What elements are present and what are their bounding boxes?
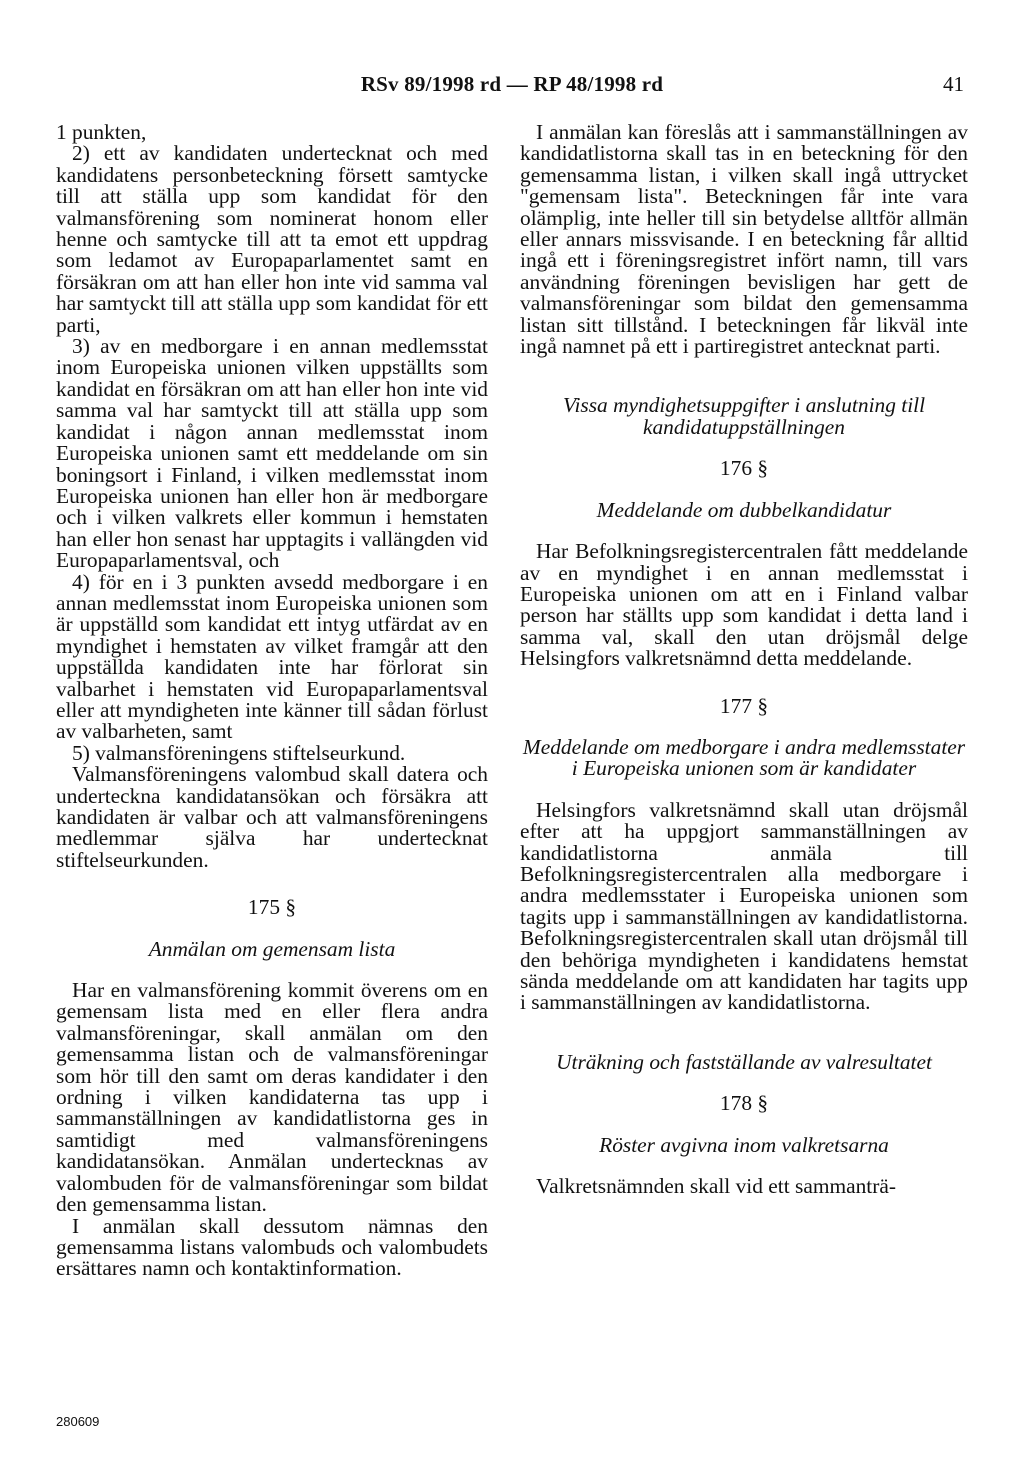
section-title: Röster avgivna inom valkretsarna [599, 1132, 889, 1157]
paragraph: 2) ett av kandidaten undertecknat och med kandidatens personbeteckning försett samtycke till att ställa upp som kandidat för den valmansförening som nominerat honom eller henne och samtycke till att ta emot ett uppdrag som ledamot av Europaparlamentet samt en försäkran om att han eller hon inte vid samma val har samtyckt till att ställa upp som kandidat för ett parti, [56, 141, 488, 337]
paragraph: Har en valmansförening kommit överens om en gemensam lista med en eller flera andra valmansföreningar, skall anmälan om den gemensamma listan och de valmansföreningar som hör till den samt om deras kandidater i den ordning i vilken kandidaterna tas upp i sammanställningen av kandidatlistorna ges in samtidigt med valmansföreningens kandidatansökan. Anmälan undertecknas av valombuden för de valmansföreningar som bildat den gemensamma listan. [56, 978, 488, 1217]
paragraph: 5) valmansföreningens stiftelseurkund. [72, 740, 406, 765]
section-number: 176 § [719, 456, 769, 481]
section-number: 175 § [247, 895, 297, 920]
paragraph: 1 punkten, [56, 120, 147, 144]
paragraph: I anmälan kan föreslås att i sammanställningen av kandidatlistorna skall tas in en beteckning för den gemensamma listan, i vilken skall ingå uttrycket "gemensam lista". Beteckningen får inte vara olämplig, inte heller till sin betydelse alltför allmän eller annars missvisande. I en beteckning får alltid ingå ett i föreningsregistret infört namn, till vars användning föreningen bevisligen har gett de valmansföreningar som bildat den gemensamma listan sitt tillstånd. I beteckningen får likväl inte ingå namnet på ett i partiregistret antecknat parti. [520, 120, 968, 359]
paragraph: Har Befolkningsregistercentralen fått meddelande av en myndighet i en annan medlemsstat i Europeiska unionen om att en i Finland valbar person har ställts upp som kandidat i detta land i samma val, skall den utan dröjsmål delge Helsingfors valkretsnämnd detta meddelande. [520, 539, 968, 671]
paragraph: 4) för en i 3 punkten avsedd medborgare i en annan medlemsstat inom Europeiska unionen som är uppställd som kandidat ett intyg utfärdat av en myndighet i hemstaten av vilket framgår att den uppställda kandidaten inte har förlorat sin valbarhet i hemstaten vid Europaparlamentsval eller att myndigheten inte känner till sådan förlust av valbarheten, samt [56, 569, 488, 744]
section-number: 177 § [719, 693, 769, 718]
section-number: 178 § [719, 1091, 769, 1116]
chapter-heading: Vissa myndighetsuppgifter i anslutning till kandidatuppställningen [562, 393, 926, 439]
left-column [56, 122, 488, 1280]
paragraph: Valmansföreningens valombud skall datera och underteckna kandidatansökan och försäkra att kandidaten är valbar och att valmansföreningens medlemmar själva har undertecknat stiftelseurkunden. [56, 762, 488, 872]
right-column [520, 122, 968, 1197]
section-title: Meddelande om dubbelkandidatur [596, 497, 892, 522]
section-title: Anmälan om gemensam lista [148, 936, 396, 961]
running-head: RSv 89/1998 rd — RP 48/1998 rd [360, 72, 664, 96]
paragraph: Helsingfors valkretsnämnd skall utan dröjsmål efter att ha uppgjort sammanställningen av kandidatlistorna anmäla till Befolkningsregistercentralen alla medborgare i andra medlemsstater i Europeiska unionen som tagits upp i sammanställningen av kandidatlistorna. Befolkningsregistercentralen skall utan dröjsmål till den behöriga myndigheten i kandidatens hemstat sända meddelande om att kandidaten har tagits upp i sammanställningen av kandidatlistorna. [520, 797, 968, 1015]
paragraph: Valkretsnämnden skall vid ett sammanträ- [536, 1174, 896, 1199]
paragraph: I anmälan skall dessutom nämnas den gemensamma listans valombuds och valombudets ersättares namn och kontaktinformation. [56, 1213, 488, 1281]
section-title: Meddelande om medborgare i andra medlemsstater i Europeiska unionen som är kandidater [522, 734, 966, 781]
chapter-heading: Uträkning och fastställande av valresultatet [556, 1049, 932, 1074]
paragraph: 3) av en medborgare i en annan medlemsstat inom Europeiska unionen vilken uppställts som kandidat en försäkran om att han eller hon inte vid samma val har samtyckt till att ställa upp som kandidat i någon annan medlemsstat inom Europeiska unionen samt ett meddelande om sin boningsort i Finland, i vilken medlemsstat inom Europeiska unionen han eller hon är medborgare och i vilken valkrets eller kommun i hemstaten han eller hon senast har upptagits i vallängden vid Europaparlamentsval, och [56, 334, 488, 573]
page-number: 41 [943, 72, 964, 96]
footer-code: 280609 [56, 1414, 100, 1429]
page-header [0, 72, 1024, 104]
